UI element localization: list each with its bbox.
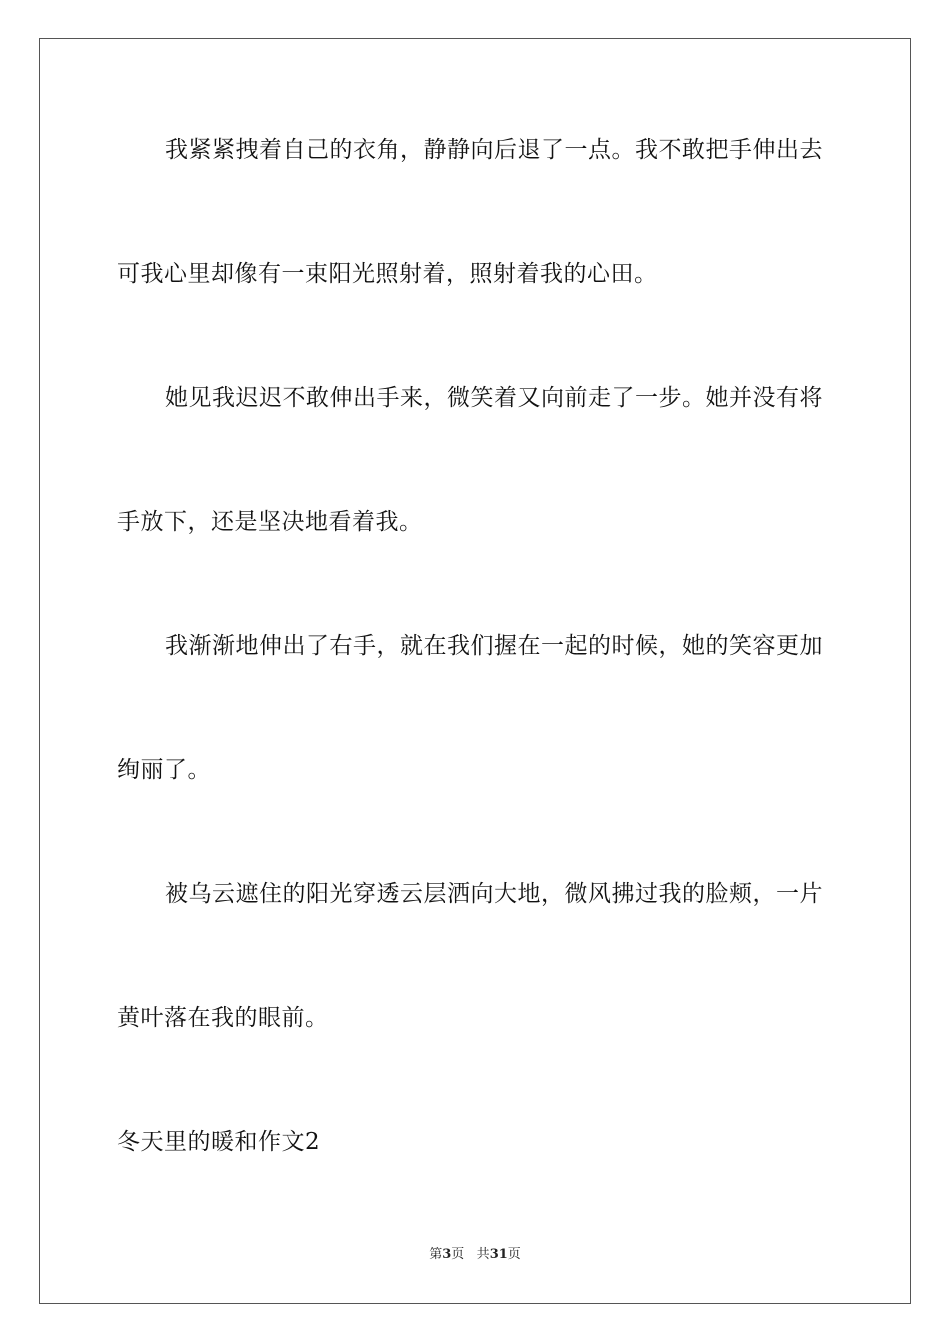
paragraph-4-line-1: 被乌云遮住的阳光穿透云层洒向大地，微风拂过我的脸颊，一片 [165, 881, 823, 907]
footer-prefix: 第 [429, 1247, 443, 1262]
section-heading: 冬天里的暖和作文2 [117, 1129, 321, 1155]
paragraph-1-line-1: 我紧紧拽着自己的衣角，静静向后退了一点。我不敢把手伸出去 [165, 137, 823, 163]
page-footer [0, 1245, 950, 1265]
footer-total-pages: 31 [489, 1247, 508, 1262]
page-border [39, 38, 911, 1304]
footer-page-suffix: 页 [451, 1247, 465, 1262]
paragraph-3-line-1: 我渐渐地伸出了右手，就在我们握在一起的时候，她的笑容更加 [165, 633, 823, 659]
footer-total-prefix: 共 [476, 1247, 490, 1262]
footer-page-number: 3 [442, 1247, 452, 1262]
paragraph-4-line-2: 黄叶落在我的眼前。 [117, 1005, 329, 1031]
paragraph-2-line-2: 手放下，还是坚决地看着我。 [117, 509, 423, 535]
paragraph-1-line-2: 可我心里却像有一束阳光照射着，照射着我的心田。 [117, 261, 658, 287]
paragraph-2-line-1: 她见我迟迟不敢伸出手来，微笑着又向前走了一步。她并没有将 [165, 385, 823, 411]
paragraph-3-line-2: 绚丽了。 [117, 757, 211, 783]
footer-total-suffix: 页 [507, 1247, 521, 1262]
